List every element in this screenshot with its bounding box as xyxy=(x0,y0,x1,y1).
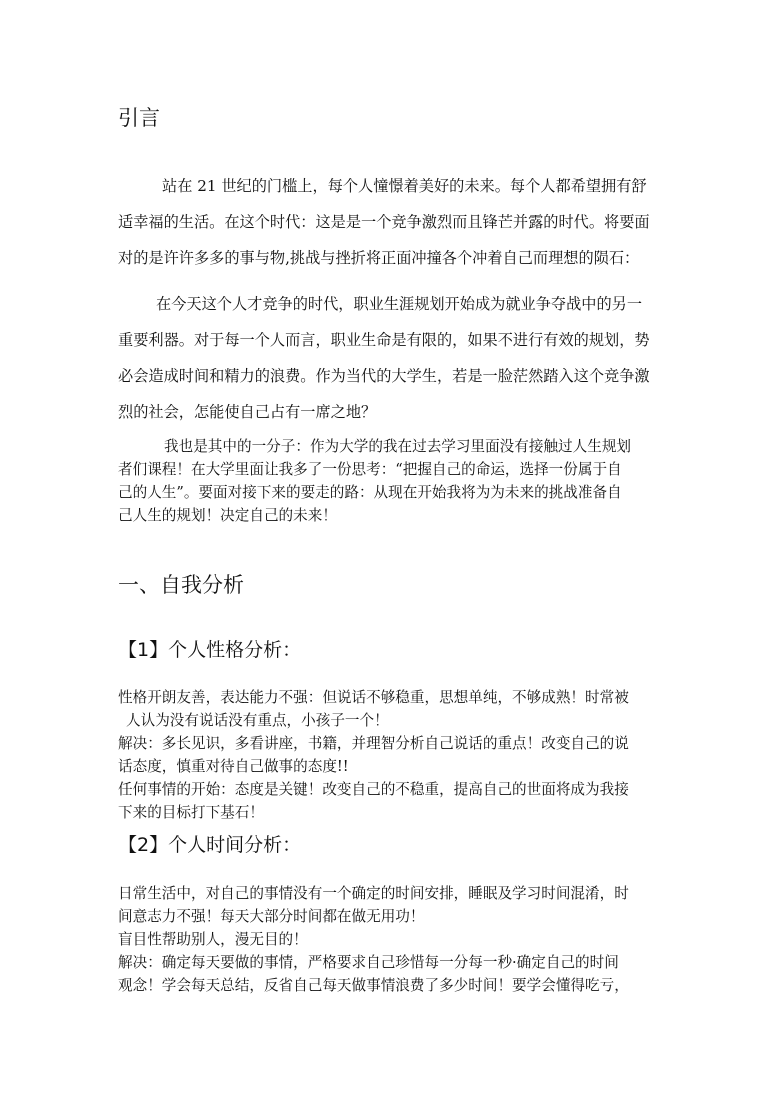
text-line: 必会造成时间和精力的浪费。作为当代的大学生，若是一脸茫然踏入这个竞争激 xyxy=(118,367,650,385)
text-line: 站在 21 世纪的门槛上，每个人憧憬着美好的未来。每个人都希望拥有舒 xyxy=(162,177,647,195)
text-line: 话态度，慎重对待自己做事的态度!! xyxy=(118,758,349,775)
text-line: 日常生活中，对自己的事情没有一个确定的时间安排，睡眠及学习时间混淆，时 xyxy=(118,885,629,902)
subsection-heading-personality: 【1】个人性格分析： xyxy=(118,639,302,661)
text-line: 盲目性帮助别人，漫无目的！ xyxy=(118,931,308,948)
text-line: 间意志力不强！每天大部分时间都在做无用功！ xyxy=(118,908,425,925)
time-analysis-text xyxy=(118,882,666,997)
text-line: 重要利器。对于每一个人而言，职业生命是有限的，如果不进行有效的规划，势 xyxy=(118,331,650,349)
subsection-heading-time: 【2】个人时间分析： xyxy=(118,834,302,856)
text-line: 人认为没有说话没有重点，小孩子一个！ xyxy=(126,712,389,729)
intro-paragraph-2 xyxy=(118,286,666,430)
text-line: 在今天这个人才竞争的时代，职业生涯规划开始成为就业争夺战中的另一 xyxy=(156,295,642,313)
text-line: 己的人生”。要面对接下来的要走的路：从现在开始我将为为未来的挑战准备自 xyxy=(118,484,622,501)
text-line: 任何事情的开始：态度是关键！改变自己的不稳重，提高自己的世面将成为我接 xyxy=(118,781,629,798)
text-line: 我也是其中的一分子：作为大学的我在过去学习里面没有接触过人生规划 xyxy=(164,438,632,455)
text-line: 解决：多长见识，多看讲座，书籍，并理智分析自己说话的重点！改变自己的说 xyxy=(118,735,629,752)
text-line: 适幸福的生活。在这个时代：这是是一个竞争激烈而且锋芒并露的时代。将要面 xyxy=(118,213,650,231)
text-line: 对的是许许多多的事与物,挑战与挫折将正面冲撞各个冲着自己而理想的陨石： xyxy=(118,249,640,267)
text-line: 解决：确定每天要做的事情，严格要求自己珍惜每一分每一秒·确定自己的时间 xyxy=(118,954,619,971)
text-line: 烈的社会，怎能使自己占有一席之地？ xyxy=(118,403,377,421)
intro-paragraph-3 xyxy=(118,435,666,527)
personality-analysis-text xyxy=(118,686,666,824)
intro-paragraph-1 xyxy=(118,168,666,276)
intro-heading: 引言 xyxy=(118,106,160,130)
text-line: 下来的目标打下基石！ xyxy=(118,804,264,821)
text-line: 己人生的规划！决定自己的未来！ xyxy=(118,507,337,524)
text-line: 者们课程！在大学里面让我多了一份思考：“把握自己的命运，选择一份属于自 xyxy=(118,461,622,478)
text-line: 观念！学会每天总结，反省自己每天做事情浪费了多少时间！要学会懂得吃亏， xyxy=(118,977,629,994)
text-line: 性格开朗友善，表达能力不强：但说话不够稳重，思想单纯，不够成熟！时常被 xyxy=(118,689,629,706)
section-heading-self-analysis: 一、自我分析 xyxy=(118,573,244,597)
